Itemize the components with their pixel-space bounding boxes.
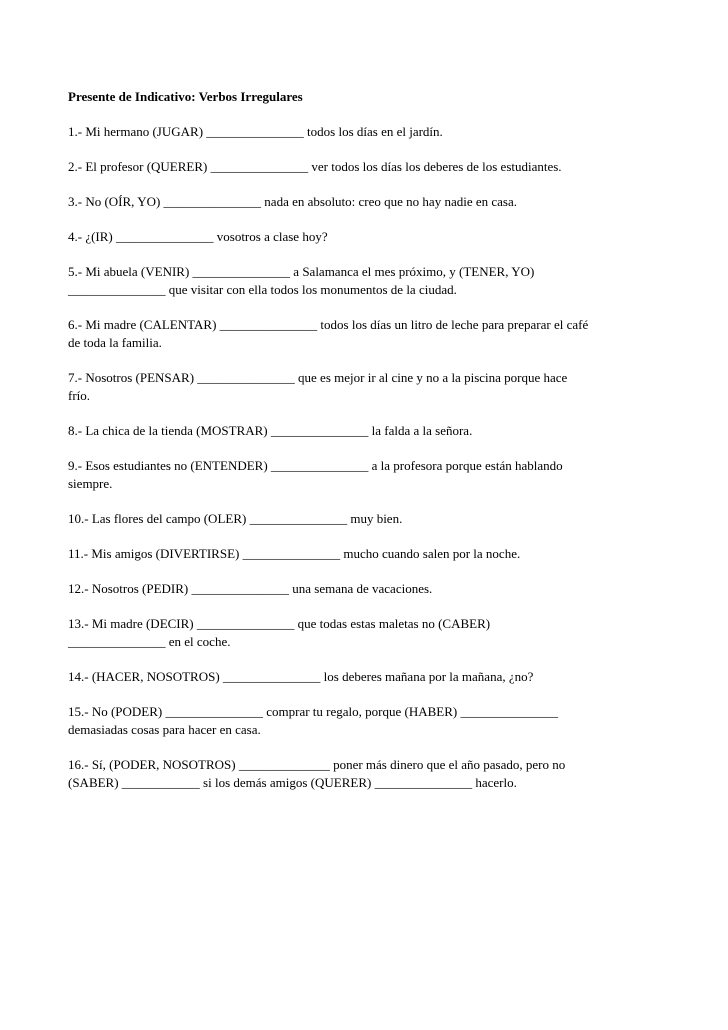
worksheet-page	[68, 88, 668, 809]
exercise-item-12	[68, 580, 668, 598]
exercise-line: 9.- Esos estudiantes no (ENTENDER) _______________ a la profesora porque están hablando	[68, 458, 563, 473]
exercise-line: 16.- Sí, (PODER, NOSOTROS) ______________ poner más dinero que el año pasado, pero no	[68, 757, 566, 772]
exercise-line: 3.- No (OÍR, YO) _______________ nada en absoluto: creo que no hay nadie en casa.	[68, 194, 517, 209]
exercise-line: 6.- Mi madre (CALENTAR) _______________ todos los días un litro de leche para preparar el café	[68, 317, 589, 332]
exercise-line: 10.- Las flores del campo (OLER) _______________ muy bien.	[68, 511, 403, 526]
exercise-line: demasiadas cosas para hacer en casa.	[68, 722, 261, 737]
exercise-item-7	[68, 369, 668, 405]
exercise-line: 2.- El profesor (QUERER) _______________ ver todos los días los deberes de los estudiantes.	[68, 159, 562, 174]
exercise-line: _______________ en el coche.	[68, 634, 231, 649]
exercise-item-4	[68, 228, 668, 246]
exercise-line: 12.- Nosotros (PEDIR) _______________ una semana de vacaciones.	[68, 581, 433, 596]
exercise-line: _______________ que visitar con ella todos los monumentos de la ciudad.	[68, 282, 457, 297]
exercise-line: 15.- No (PODER) _______________ comprar tu regalo, porque (HABER) _______________	[68, 704, 558, 719]
exercise-item-11	[68, 545, 668, 563]
exercise-list	[68, 123, 668, 792]
worksheet-title: Presente de Indicativo: Verbos Irregulares	[68, 89, 303, 104]
exercise-item-6	[68, 316, 668, 352]
exercise-line: 7.- Nosotros (PENSAR) _______________ que es mejor ir al cine y no a la piscina porque hace	[68, 370, 568, 385]
exercise-item-13	[68, 615, 668, 651]
exercise-item-9	[68, 457, 668, 493]
exercise-line: 4.- ¿(IR) _______________ vosotros a clase hoy?	[68, 229, 328, 244]
exercise-line: de toda la familia.	[68, 335, 162, 350]
exercise-line: 11.- Mis amigos (DIVERTIRSE) _______________ mucho cuando salen por la noche.	[68, 546, 521, 561]
exercise-item-3	[68, 193, 668, 211]
exercise-item-16	[68, 756, 668, 792]
exercise-line: 13.- Mi madre (DECIR) _______________ que todas estas maletas no (CABER)	[68, 616, 491, 631]
exercise-line: siempre.	[68, 476, 113, 491]
exercise-line: 1.- Mi hermano (JUGAR) _______________ todos los días en el jardín.	[68, 124, 443, 139]
exercise-item-1	[68, 123, 668, 141]
exercise-item-14	[68, 668, 668, 686]
exercise-line: frío.	[68, 388, 91, 403]
exercise-line: 14.- (HACER, NOSOTROS) _______________ los deberes mañana por la mañana, ¿no?	[68, 669, 534, 684]
exercise-item-5	[68, 263, 668, 299]
exercise-item-2	[68, 158, 668, 176]
exercise-item-15	[68, 703, 668, 739]
exercise-item-10	[68, 510, 668, 528]
exercise-line: 8.- La chica de la tienda (MOSTRAR) _______________ la falda a la señora.	[68, 423, 473, 438]
exercise-item-8	[68, 422, 668, 440]
exercise-line: 5.- Mi abuela (VENIR) _______________ a Salamanca el mes próximo, y (TENER, YO)	[68, 264, 535, 279]
exercise-line: (SABER) ____________ si los demás amigos (QUERER) _______________ hacerlo.	[68, 775, 517, 790]
